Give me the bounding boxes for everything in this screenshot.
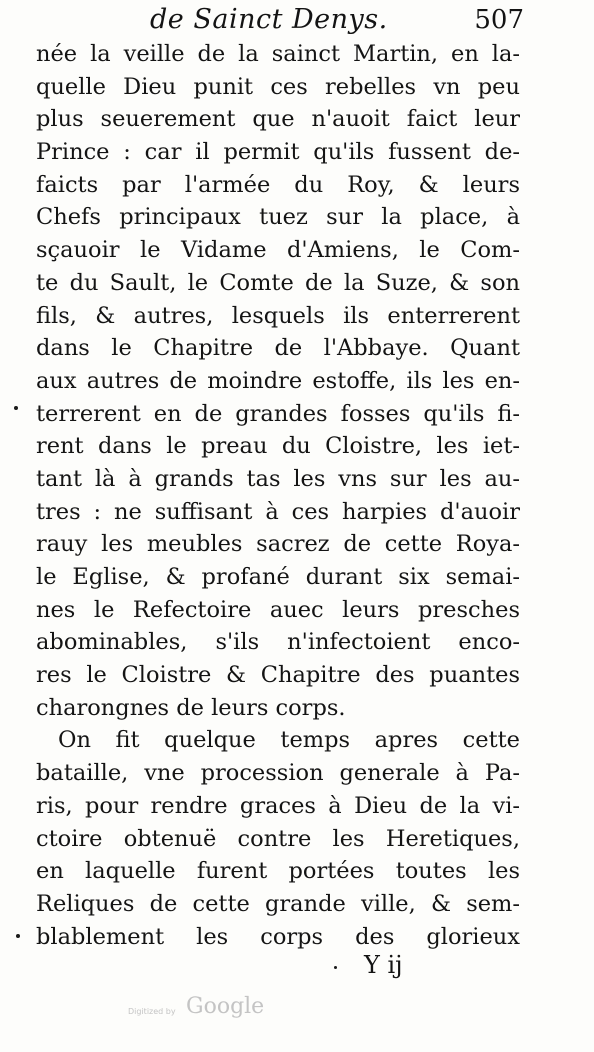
running-head: [150, 2, 524, 38]
margin-dot: [14, 406, 18, 410]
text-line: plus seuerement que n'auoit faict leur: [36, 106, 520, 133]
digitized-watermark: [128, 996, 278, 1024]
paragraph-end-line: charongnes de leurs corps.: [36, 694, 346, 721]
google-logo: Google: [186, 994, 265, 1019]
text-line: fils, & autres, lesquels ils enterrerent: [36, 302, 520, 329]
signature-mark: Y ij: [364, 951, 403, 979]
paragraph-start-line: On fit quelque temps apres cette: [58, 727, 520, 754]
margin-dot: [16, 934, 20, 938]
text-line: faicts par l'armée du Roy, & leurs: [36, 171, 520, 198]
text-line: aux autres de moindre estoffe, ils les en-: [36, 367, 520, 394]
text-line: terrerent en de grandes fosses qu'ils fi-: [36, 400, 520, 427]
text-line: en laquelle furent portées toutes les: [36, 858, 520, 885]
running-title: de Sainct Denys.: [150, 4, 388, 35]
text-line: Reliques de cette grande ville, & sem-: [36, 890, 520, 917]
text-line: abominables, s'ils n'infectoient enco-: [36, 629, 520, 656]
body-text: [36, 38, 520, 953]
text-line: bataille, vne procession generale à Pa-: [36, 760, 520, 787]
text-line: te du Sault, le Comte de la Suze, & son: [36, 269, 520, 296]
margin-dot: [334, 966, 337, 969]
text-line: quelle Dieu punit ces rebelles vn peu: [36, 73, 520, 100]
text-line: née la veille de la sainct Martin, en la-: [36, 41, 520, 67]
text-line: dans le Chapitre de l'Abbaye. Quant: [36, 335, 520, 362]
text-line: ctoire obtenuë contre les Heretiques,: [36, 825, 520, 852]
text-line: blablement les corps des glorieux: [36, 923, 520, 950]
text-line: rauy les meubles sacrez de cette Roya-: [36, 531, 520, 558]
text-line: ris, pour rendre graces à Dieu de la vi-: [36, 792, 520, 819]
text-line: tant là à grands tas les vns sur les au-: [36, 465, 520, 492]
text-line: le Eglise, & profané durant six semai-: [36, 564, 520, 590]
text-line: res le Cloistre & Chapitre des puantes: [36, 662, 520, 689]
text-line: Chefs principaux tuez sur la place, à: [36, 204, 520, 231]
text-line: nes le Refectoire auec leurs presches: [36, 596, 520, 623]
page-number: 507: [474, 5, 524, 35]
text-line: tres : ne suffisant à ces harpies d'auoir: [36, 498, 520, 525]
text-line: sçauoir le Vidame d'Amiens, le Com-: [36, 237, 520, 264]
text-line: rent dans le preau du Cloistre, les iet-: [36, 433, 520, 460]
watermark-prefix: Digitized by: [128, 1007, 176, 1016]
text-line: Prince : car il permit qu'ils fussent de-: [36, 139, 520, 166]
